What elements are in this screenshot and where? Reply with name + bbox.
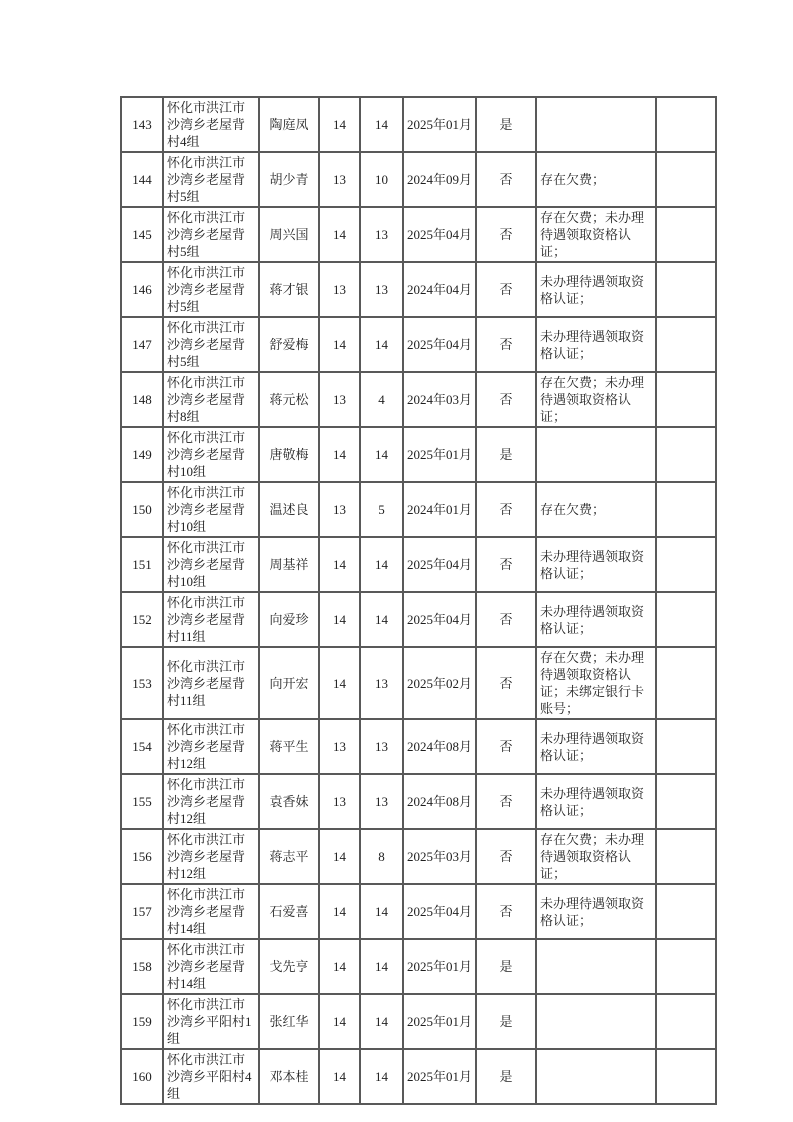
table-row	[121, 537, 716, 592]
cell-person-name: 胡少青	[259, 152, 319, 207]
cell-address: 怀化市洪江市沙湾乡老屋背村4组	[163, 97, 259, 152]
cell-remark	[536, 939, 656, 994]
cell-person-name: 袁香妹	[259, 774, 319, 829]
cell-count-due: 14	[319, 317, 360, 372]
cell-address: 怀化市洪江市沙湾乡老屋背村12组	[163, 774, 259, 829]
cell-sequence-number: 159	[121, 994, 163, 1049]
cell-person-name: 蒋平生	[259, 719, 319, 774]
cell-address: 怀化市洪江市沙湾乡老屋背村5组	[163, 207, 259, 262]
cell-empty-cell	[656, 592, 716, 647]
table-row	[121, 97, 716, 152]
cell-empty-cell	[656, 939, 716, 994]
cell-remark	[536, 994, 656, 1049]
cell-count-due: 14	[319, 939, 360, 994]
cell-status-flag: 否	[476, 262, 536, 317]
cell-status-flag: 否	[476, 482, 536, 537]
cell-person-name: 向开宏	[259, 647, 319, 719]
cell-status-flag: 否	[476, 372, 536, 427]
cell-person-name: 陶庭凤	[259, 97, 319, 152]
cell-month: 2025年04月	[403, 884, 476, 939]
cell-empty-cell	[656, 427, 716, 482]
cell-status-flag: 否	[476, 647, 536, 719]
cell-empty-cell	[656, 719, 716, 774]
cell-month: 2024年04月	[403, 262, 476, 317]
cell-remark: 存在欠费；未办理待遇领取资格认证；	[536, 207, 656, 262]
cell-count-paid: 14	[360, 97, 403, 152]
cell-count-paid: 14	[360, 427, 403, 482]
cell-person-name: 舒爱梅	[259, 317, 319, 372]
cell-count-paid: 14	[360, 884, 403, 939]
table-row	[121, 592, 716, 647]
table-row	[121, 647, 716, 719]
cell-sequence-number: 151	[121, 537, 163, 592]
cell-empty-cell	[656, 884, 716, 939]
cell-count-due: 14	[319, 647, 360, 719]
cell-count-due: 14	[319, 994, 360, 1049]
cell-remark	[536, 1049, 656, 1104]
cell-status-flag: 是	[476, 427, 536, 482]
cell-remark: 存在欠费；未办理待遇领取资格认证；	[536, 829, 656, 884]
cell-month: 2025年01月	[403, 939, 476, 994]
cell-month: 2024年01月	[403, 482, 476, 537]
cell-address: 怀化市洪江市沙湾乡老屋背村10组	[163, 427, 259, 482]
cell-count-paid: 10	[360, 152, 403, 207]
cell-count-paid: 14	[360, 592, 403, 647]
cell-count-paid: 14	[360, 939, 403, 994]
cell-sequence-number: 150	[121, 482, 163, 537]
cell-empty-cell	[656, 372, 716, 427]
cell-empty-cell	[656, 774, 716, 829]
cell-count-due: 14	[319, 592, 360, 647]
cell-status-flag: 否	[476, 537, 536, 592]
records-table	[120, 96, 717, 1105]
cell-empty-cell	[656, 994, 716, 1049]
cell-count-due: 13	[319, 152, 360, 207]
cell-count-due: 14	[319, 207, 360, 262]
cell-count-paid: 13	[360, 207, 403, 262]
cell-month: 2024年03月	[403, 372, 476, 427]
cell-count-due: 14	[319, 1049, 360, 1104]
cell-count-due: 13	[319, 262, 360, 317]
cell-person-name: 温述良	[259, 482, 319, 537]
cell-count-paid: 13	[360, 719, 403, 774]
cell-empty-cell	[656, 482, 716, 537]
table-row	[121, 427, 716, 482]
cell-address: 怀化市洪江市沙湾乡老屋背村5组	[163, 152, 259, 207]
cell-sequence-number: 145	[121, 207, 163, 262]
cell-address: 怀化市洪江市沙湾乡老屋背村11组	[163, 592, 259, 647]
cell-count-due: 13	[319, 774, 360, 829]
cell-remark: 未办理待遇领取资格认证；	[536, 592, 656, 647]
cell-count-paid: 8	[360, 829, 403, 884]
cell-remark: 未办理待遇领取资格认证；	[536, 884, 656, 939]
cell-person-name: 张红华	[259, 994, 319, 1049]
cell-empty-cell	[656, 829, 716, 884]
cell-person-name: 唐敬梅	[259, 427, 319, 482]
cell-remark: 未办理待遇领取资格认证；	[536, 537, 656, 592]
cell-status-flag: 否	[476, 317, 536, 372]
cell-status-flag: 是	[476, 939, 536, 994]
cell-status-flag: 否	[476, 152, 536, 207]
cell-empty-cell	[656, 647, 716, 719]
cell-address: 怀化市洪江市沙湾乡老屋背村12组	[163, 829, 259, 884]
cell-month: 2025年01月	[403, 1049, 476, 1104]
cell-remark: 存在欠费；	[536, 152, 656, 207]
table-row	[121, 482, 716, 537]
cell-sequence-number: 146	[121, 262, 163, 317]
cell-count-paid: 13	[360, 774, 403, 829]
cell-person-name: 向爱珍	[259, 592, 319, 647]
cell-count-paid: 5	[360, 482, 403, 537]
cell-sequence-number: 143	[121, 97, 163, 152]
cell-person-name: 周兴国	[259, 207, 319, 262]
cell-person-name: 邓本桂	[259, 1049, 319, 1104]
cell-sequence-number: 149	[121, 427, 163, 482]
cell-count-due: 14	[319, 97, 360, 152]
cell-remark: 存在欠费；未办理待遇领取资格认证；	[536, 372, 656, 427]
cell-status-flag: 否	[476, 884, 536, 939]
cell-remark: 未办理待遇领取资格认证；	[536, 262, 656, 317]
cell-status-flag: 否	[476, 774, 536, 829]
cell-count-due: 14	[319, 829, 360, 884]
cell-empty-cell	[656, 317, 716, 372]
cell-status-flag: 否	[476, 207, 536, 262]
cell-status-flag: 否	[476, 592, 536, 647]
cell-count-paid: 14	[360, 1049, 403, 1104]
cell-empty-cell	[656, 1049, 716, 1104]
cell-sequence-number: 157	[121, 884, 163, 939]
table-row	[121, 207, 716, 262]
cell-remark: 未办理待遇领取资格认证；	[536, 719, 656, 774]
cell-month: 2025年01月	[403, 97, 476, 152]
cell-sequence-number: 158	[121, 939, 163, 994]
cell-status-flag: 是	[476, 97, 536, 152]
cell-month: 2024年08月	[403, 774, 476, 829]
cell-month: 2025年02月	[403, 647, 476, 719]
cell-count-paid: 13	[360, 262, 403, 317]
cell-address: 怀化市洪江市沙湾乡老屋背村14组	[163, 884, 259, 939]
table-row	[121, 774, 716, 829]
cell-sequence-number: 153	[121, 647, 163, 719]
table-row	[121, 884, 716, 939]
cell-empty-cell	[656, 207, 716, 262]
cell-address: 怀化市洪江市沙湾乡老屋背村14组	[163, 939, 259, 994]
cell-address: 怀化市洪江市沙湾乡老屋背村11组	[163, 647, 259, 719]
cell-status-flag: 否	[476, 719, 536, 774]
cell-empty-cell	[656, 97, 716, 152]
cell-remark: 存在欠费；	[536, 482, 656, 537]
cell-address: 怀化市洪江市沙湾乡平阳村4组	[163, 1049, 259, 1104]
cell-remark: 未办理待遇领取资格认证；	[536, 317, 656, 372]
records-table-body	[121, 97, 716, 1104]
cell-count-due: 14	[319, 427, 360, 482]
table-row	[121, 372, 716, 427]
table-row	[121, 317, 716, 372]
cell-month: 2025年01月	[403, 994, 476, 1049]
cell-sequence-number: 154	[121, 719, 163, 774]
cell-person-name: 周基祥	[259, 537, 319, 592]
table-row	[121, 152, 716, 207]
cell-month: 2025年04月	[403, 592, 476, 647]
cell-month: 2025年04月	[403, 317, 476, 372]
cell-status-flag: 否	[476, 829, 536, 884]
table-row	[121, 1049, 716, 1104]
cell-sequence-number: 148	[121, 372, 163, 427]
cell-count-paid: 4	[360, 372, 403, 427]
cell-count-due: 14	[319, 884, 360, 939]
cell-sequence-number: 147	[121, 317, 163, 372]
cell-month: 2025年03月	[403, 829, 476, 884]
cell-person-name: 蒋志平	[259, 829, 319, 884]
cell-address: 怀化市洪江市沙湾乡平阳村1组	[163, 994, 259, 1049]
cell-status-flag: 是	[476, 994, 536, 1049]
cell-empty-cell	[656, 152, 716, 207]
cell-person-name: 蒋元松	[259, 372, 319, 427]
cell-month: 2025年04月	[403, 207, 476, 262]
table-row	[121, 939, 716, 994]
cell-count-paid: 14	[360, 537, 403, 592]
cell-sequence-number: 156	[121, 829, 163, 884]
cell-count-due: 13	[319, 719, 360, 774]
cell-month: 2024年08月	[403, 719, 476, 774]
cell-remark: 未办理待遇领取资格认证；	[536, 774, 656, 829]
cell-address: 怀化市洪江市沙湾乡老屋背村8组	[163, 372, 259, 427]
cell-count-paid: 14	[360, 317, 403, 372]
table-row	[121, 829, 716, 884]
cell-remark	[536, 427, 656, 482]
cell-address: 怀化市洪江市沙湾乡老屋背村10组	[163, 537, 259, 592]
table-row	[121, 719, 716, 774]
cell-address: 怀化市洪江市沙湾乡老屋背村10组	[163, 482, 259, 537]
cell-count-paid: 14	[360, 994, 403, 1049]
cell-person-name: 石爱喜	[259, 884, 319, 939]
cell-person-name: 蒋才银	[259, 262, 319, 317]
cell-month: 2025年01月	[403, 427, 476, 482]
table-row	[121, 262, 716, 317]
cell-empty-cell	[656, 537, 716, 592]
cell-remark	[536, 97, 656, 152]
cell-sequence-number: 155	[121, 774, 163, 829]
cell-address: 怀化市洪江市沙湾乡老屋背村12组	[163, 719, 259, 774]
cell-count-due: 14	[319, 537, 360, 592]
cell-sequence-number: 152	[121, 592, 163, 647]
cell-person-name: 戈先亨	[259, 939, 319, 994]
cell-status-flag: 是	[476, 1049, 536, 1104]
cell-month: 2025年04月	[403, 537, 476, 592]
cell-count-paid: 13	[360, 647, 403, 719]
table-row	[121, 994, 716, 1049]
cell-empty-cell	[656, 262, 716, 317]
cell-month: 2024年09月	[403, 152, 476, 207]
cell-address: 怀化市洪江市沙湾乡老屋背村5组	[163, 317, 259, 372]
cell-address: 怀化市洪江市沙湾乡老屋背村5组	[163, 262, 259, 317]
cell-count-due: 13	[319, 372, 360, 427]
cell-sequence-number: 144	[121, 152, 163, 207]
cell-remark: 存在欠费；未办理待遇领取资格认证；未绑定银行卡账号；	[536, 647, 656, 719]
cell-sequence-number: 160	[121, 1049, 163, 1104]
cell-count-due: 13	[319, 482, 360, 537]
